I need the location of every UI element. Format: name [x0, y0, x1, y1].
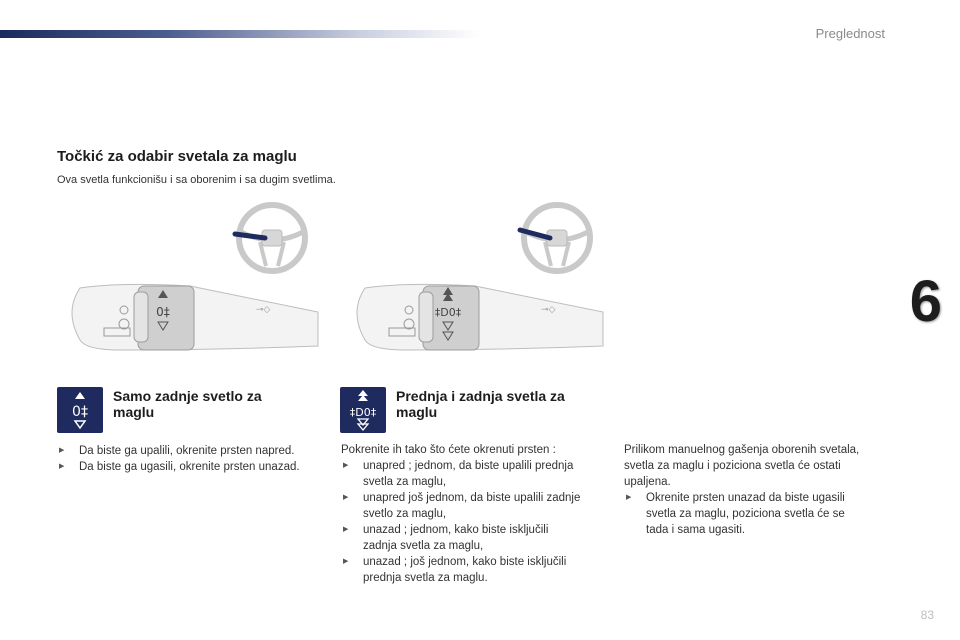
list-item: ▶ unazad ; jednom, kako biste isključili zadnja svetla za maglu, — [341, 522, 611, 554]
list-item: ▶ Okrenite prsten unazad da biste ugasili svetla za maglu, poziciona svetla će se tada i sama ugasiti. — [624, 490, 904, 538]
list-item: ▶ unazad ; još jednom, kako biste isključili prednja svetla za maglu. — [341, 554, 611, 586]
front-rear-fog-heading: Prednja i zadnja svetla za maglu — [396, 388, 565, 420]
front-rear-fog-stalk-illustration — [345, 200, 615, 360]
svg-text:⊸◇: ⊸◇ — [541, 305, 556, 315]
section-title: Preglednost — [815, 26, 885, 41]
light-stalk-icon — [357, 284, 603, 350]
steering-wheel-icon — [520, 205, 590, 271]
front-fog-light-icon — [340, 387, 386, 433]
intro-text: Prilikom manuelnog gašenja oborenih svetala, svetla za maglu i poziciona svetla će ostati upaljena. — [624, 444, 860, 488]
list-item: ▶ Da biste ga ugasili, okrenite prsten unazad. — [57, 459, 332, 475]
page-number: 83 — [920, 608, 934, 622]
list-item: ▶ unapred ; jednom, da biste upalili prednja svetla za maglu, — [341, 458, 611, 490]
svg-text:⊸◇: ⊸◇ — [256, 305, 271, 315]
svg-text:0‡: 0‡ — [156, 305, 170, 319]
svg-text:‡D0‡: ‡D0‡ — [434, 306, 462, 319]
svg-text:‡D0‡: ‡D0‡ — [349, 406, 377, 419]
light-stalk-icon — [72, 284, 318, 350]
intro-text: Pokrenite ih tako što ćete okrenuti prsten : — [341, 444, 556, 456]
rear-fog-heading: Samo zadnje svetlo za maglu — [113, 388, 262, 420]
page-subtitle: Ova svetla funkcionišu i sa oborenim i sa dugim svetlima. — [57, 174, 336, 186]
manual-off-instructions — [624, 442, 904, 538]
rear-fog-light-icon — [57, 387, 103, 433]
front-rear-fog-instructions — [341, 442, 611, 586]
list-item: ▶ Da biste ga upalili, okrenite prsten napred. — [57, 443, 332, 459]
svg-text:0‡: 0‡ — [72, 404, 88, 420]
list-item: ▶ unapred još jednom, da biste upalili zadnje svetlo za maglu, — [341, 490, 611, 522]
steering-wheel-icon — [235, 205, 305, 271]
chapter-number: 6 — [909, 269, 942, 334]
header-bar — [0, 30, 480, 38]
rear-fog-instructions — [57, 443, 332, 475]
page-title: Točkić za odabir svetala za maglu — [57, 148, 297, 165]
rear-fog-stalk-illustration — [60, 200, 330, 360]
